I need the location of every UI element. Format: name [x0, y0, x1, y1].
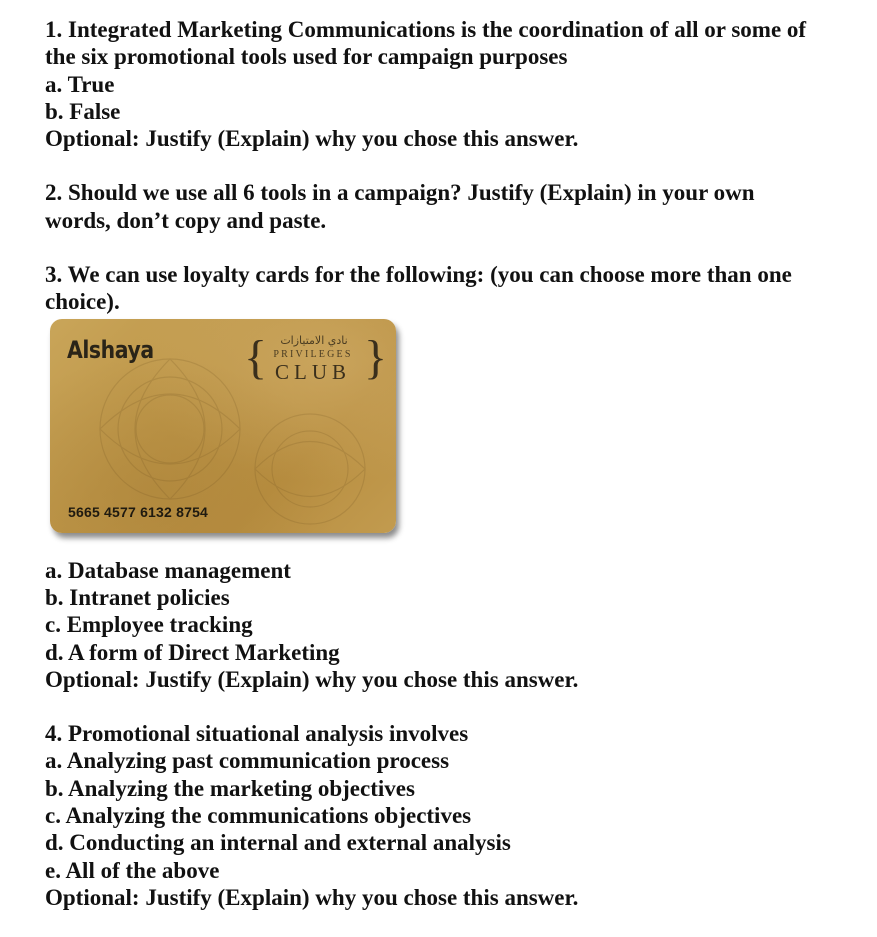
question-2-stem-line-1: 2. Should we use all 6 tools in a campaign? Justify (Explain) in your own: [45, 180, 755, 206]
document-body: [45, 16, 865, 911]
club-privileges-text: PRIVILEGES: [273, 348, 353, 360]
question-2-stem-line-2: words, don’t copy and paste.: [45, 207, 327, 233]
right-brace-ornament: }: [364, 330, 388, 384]
question-1-optional-justify: Optional: Justify (Explain) why you chose this answer.: [45, 126, 579, 152]
question-4-option-d: d. Conducting an internal and external analysis: [45, 830, 511, 856]
club-word-text: CLUB: [274, 359, 351, 384]
question-3-option-b: b. Intranet policies: [45, 584, 230, 610]
loyalty-card-image: [50, 319, 410, 551]
question-3-stem-line-2: choice).: [45, 289, 120, 315]
question-3-stem-line-1: 3. We can use loyalty cards for the following: (you can choose more than one: [45, 262, 792, 288]
question-3: [45, 261, 865, 693]
question-4-option-c: c. Analyzing the communications objectives: [45, 803, 472, 829]
question-4-optional-justify: Optional: Justify (Explain) why you chose this answer.: [45, 884, 579, 910]
question-4-option-b: b. Analyzing the marketing objectives: [45, 775, 415, 801]
privileges-club-logo: [244, 330, 388, 387]
question-3-option-d: d. A form of Direct Marketing: [45, 639, 340, 665]
question-1-stem-line-2: the six promotional tools used for campaign purposes: [45, 44, 568, 70]
question-1: [45, 16, 865, 152]
question-4-option-e: e. All of the above: [45, 857, 220, 883]
club-arabic-text: نادي الامتيازات: [280, 333, 348, 347]
question-3-option-c: c. Employee tracking: [45, 612, 253, 638]
question-3-option-a: a. Database management: [45, 557, 291, 583]
question-4: [45, 720, 865, 911]
card-brand-logo: Alshaya: [67, 335, 154, 364]
spacer: [45, 234, 865, 261]
card-number: 5665 4577 6132 8754: [68, 503, 209, 520]
question-3-optional-justify: Optional: Justify (Explain) why you chose this answer.: [45, 666, 579, 692]
question-4-option-a: a. Analyzing past communication process: [45, 748, 450, 774]
question-1-stem-line-1: 1. Integrated Marketing Communications is the coordination of all or some of: [45, 17, 807, 42]
spacer: [45, 693, 865, 720]
left-brace-ornament: {: [244, 330, 268, 384]
question-1-option-a: a. True: [45, 71, 115, 97]
spacer: [45, 152, 865, 179]
question-4-stem: 4. Promotional situational analysis involves: [45, 721, 469, 747]
loyalty-card: [50, 319, 396, 533]
question-1-option-b: b. False: [45, 98, 121, 124]
question-2: [45, 179, 865, 234]
